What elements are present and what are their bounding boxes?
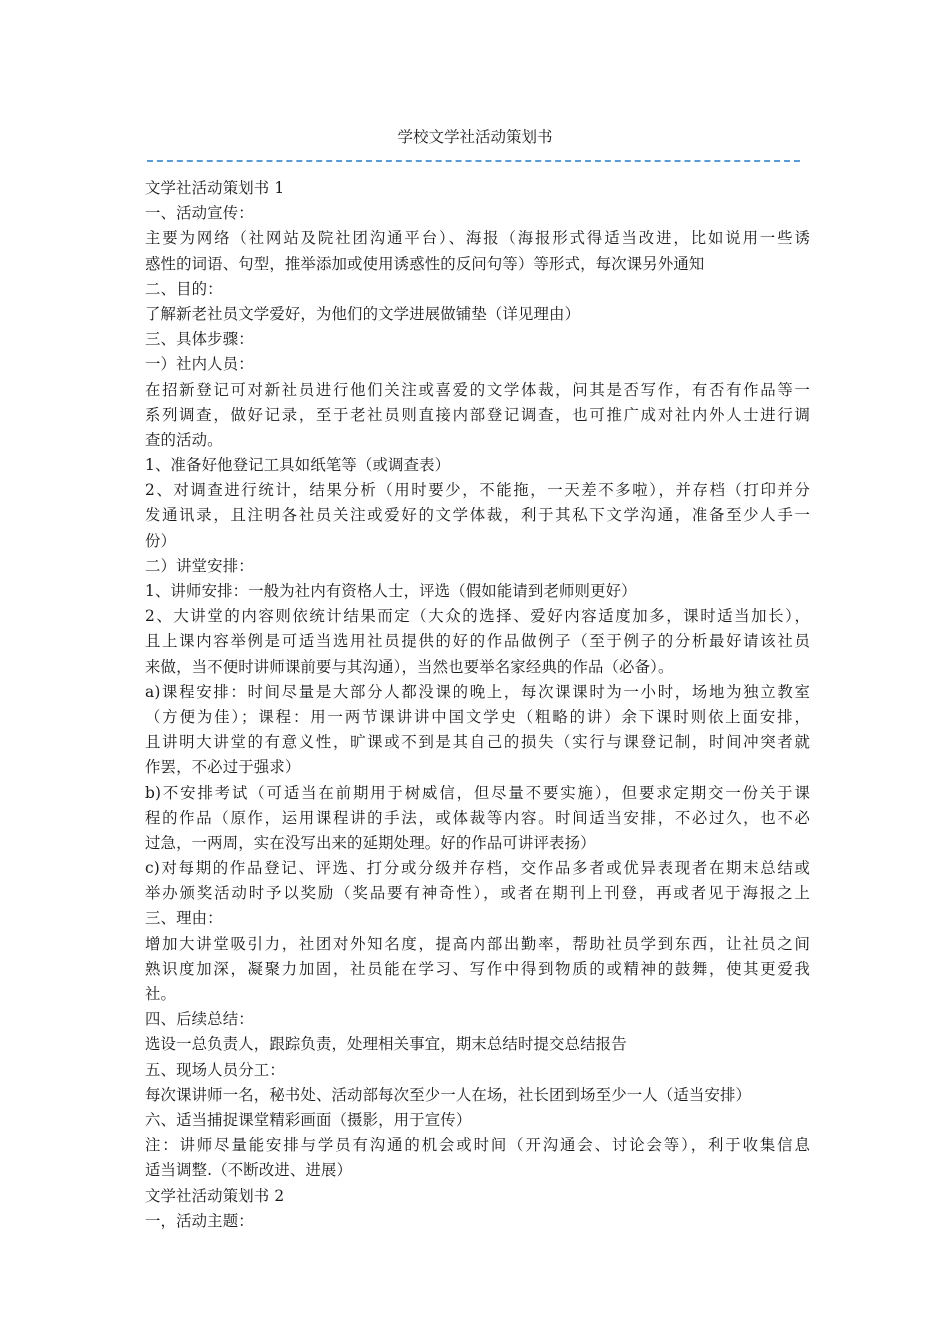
text-line: 六、适当捕捉课堂精彩画面（摄影，用于宣传） bbox=[145, 1110, 472, 1129]
text-line: 五、现场人员分工： bbox=[145, 1060, 285, 1079]
text-line: 了解新老社员文学爱好，为他们的文学进展做铺垫（详见理由） bbox=[145, 304, 581, 323]
text-line: 过急，一两周，实在没写出来的延期处理。好的作品可讲评表扬） bbox=[145, 833, 596, 852]
text-line: 社。 bbox=[145, 985, 177, 1003]
text-line: 每次课讲师一名，秘书处、活动部每次至少一人在场，社长团到场至少一人（适当安排） bbox=[145, 1085, 752, 1104]
title-divider bbox=[147, 160, 800, 162]
text-line: 份） bbox=[145, 531, 177, 550]
text-line: 文学社活动策划书 2 bbox=[145, 1186, 285, 1205]
text-line: 1、讲师安排：一般为社内有资格人士，评选（假如能请到老师则更好） bbox=[145, 582, 637, 600]
text-line: 在招新登记可对新社员进行他们关注或喜爱的文学体裁，问其是否写作，有否有作品等一 bbox=[145, 380, 810, 399]
text-line: 一）社内人员： bbox=[145, 355, 254, 374]
text-line: 惑性的词语、句型，推举添加或使用诱惑性的反问句等）等形式，每次课另外通知 bbox=[145, 254, 705, 273]
text-line: 1、准备好他登记工具如纸笔等（或调查表） bbox=[145, 456, 451, 475]
text-line: 来做，当不便时讲师课前要与其沟通），当然也要举名家经典的作品（必备）。 bbox=[145, 657, 674, 676]
text-line: 且上课内容举例是可适当选用社员提供的好的作品做例子（至于例子的分析最好请该社员 bbox=[145, 632, 810, 651]
text-line: 一、活动宣传： bbox=[145, 204, 254, 223]
text-line: 二、目的： bbox=[145, 279, 223, 298]
text-line: 发通讯录，且注明各社员关注或爱好的文学体裁，利于其私下文学沟通，准备至少人手一 bbox=[145, 506, 810, 525]
text-line: 选设一总负责人，跟踪负责，处理相关事宜，期末总结时提交总结报告 bbox=[145, 1035, 627, 1054]
text-line: 二）讲堂安排： bbox=[145, 556, 254, 575]
text-line: 2、对调查进行统计，结果分析（用时要少，不能拖，一天差不多啦），并存档（打印并分 bbox=[145, 481, 810, 500]
text-line: 程的作品（原作，运用课程讲的手法，或体裁等内容。时间适当安排，不必过久，也不必 bbox=[145, 808, 810, 827]
text-line: 适当调整.（不断改进、进展） bbox=[145, 1161, 353, 1180]
document-title: 学校文学社活动策划书 bbox=[397, 128, 553, 146]
text-line: 作罢，不必过于强求） bbox=[145, 758, 301, 777]
text-line: 主要为网络（社网站及院社团沟通平台）、海报（海报形式得适当改进，比如说用一些诱 bbox=[145, 229, 810, 248]
text-line: 2、大讲堂的内容则依统计结果而定（大众的选择、爱好内容适度加多，课时适当加长）， bbox=[145, 607, 810, 626]
text-line: b)不安排考试（可适当在前期用于树威信，但尽量不要实施），但要求定期交一份关于课 bbox=[145, 783, 810, 802]
text-line: 熟识度加深，凝聚力加固，社员能在学习、写作中得到物质的或精神的鼓舞，使其更爱我 bbox=[145, 959, 810, 978]
text-line: 一，活动主题： bbox=[145, 1211, 254, 1230]
text-line: 注：讲师尽量能安排与学员有沟通的机会或时间（开沟通会、讨论会等），利于收集信息 bbox=[145, 1136, 810, 1155]
text-line: 查的活动。 bbox=[145, 430, 223, 449]
text-line: 举办颁奖活动时予以奖励（奖品要有神奇性），或者在期刊上刊登，再或者见于海报之上 bbox=[145, 884, 810, 903]
text-line: c)对每期的作品登记、评选、打分或分级并存档，交作品多者或优异表现者在期末总结或 bbox=[145, 859, 810, 878]
text-line: 三、理由： bbox=[145, 909, 223, 928]
document-body bbox=[145, 176, 810, 1234]
text-line: 三、具体步骤： bbox=[145, 330, 254, 349]
text-line: 系列调查，做好记录，至于老社员则直接内部登记调查，也可推广成对社内外人士进行调 bbox=[145, 405, 810, 424]
text-line: 四、后续总结： bbox=[145, 1010, 254, 1029]
text-line: 文学社活动策划书 1 bbox=[145, 179, 285, 197]
text-line: 且讲明大讲堂的有意义性，旷课或不到是其自己的损失（实行与课登记制，时间冲突者就 bbox=[145, 733, 810, 752]
text-line: a)课程安排：时间尽量是大部分人都没课的晚上，每次课课时为一小时，场地为独立教室 bbox=[145, 682, 810, 701]
text-line: （方便为佳）；课程：用一两节课讲讲中国文学史（粗略的讲）余下课时则依上面安排， bbox=[145, 707, 810, 726]
text-line: 增加大讲堂吸引力，社团对外知名度，提高内部出勤率，帮助社员学到东西，让社员之间 bbox=[145, 934, 810, 953]
